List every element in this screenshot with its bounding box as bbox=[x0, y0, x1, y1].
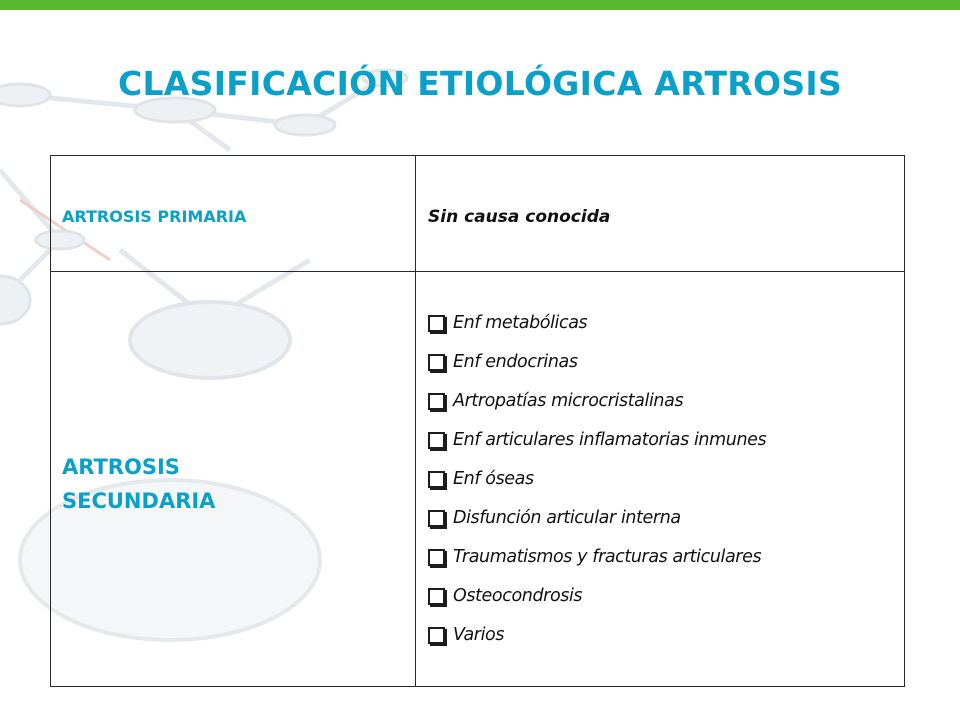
cell-secondary-causes bbox=[416, 272, 905, 687]
list-item bbox=[428, 577, 904, 616]
checkbox-icon bbox=[428, 588, 445, 605]
cause-text: Enf metabólicas bbox=[453, 313, 588, 333]
list-item bbox=[428, 616, 904, 655]
primary-description: Sin causa conocida bbox=[428, 206, 611, 227]
secondary-label bbox=[51, 440, 415, 518]
checkbox-icon bbox=[428, 471, 445, 488]
cause-text: Osteocondrosis bbox=[453, 586, 583, 606]
checkbox-icon bbox=[428, 549, 445, 566]
causes-list bbox=[416, 304, 904, 655]
table-row-primary bbox=[51, 156, 905, 272]
table-row-secondary bbox=[51, 272, 905, 687]
cell-secondary-label bbox=[51, 272, 416, 687]
primary-label: ARTROSIS PRIMARIA bbox=[62, 207, 247, 226]
list-item bbox=[428, 382, 904, 421]
classification-table bbox=[50, 155, 905, 687]
list-item bbox=[428, 538, 904, 577]
checkbox-icon bbox=[428, 315, 445, 332]
secondary-label-line1: ARTROSIS bbox=[62, 455, 180, 479]
slide-title: CLASIFICACIÓN ETIOLÓGICA ARTROSIS bbox=[117, 64, 843, 103]
checkbox-icon bbox=[428, 393, 445, 410]
cause-text: Enf óseas bbox=[453, 469, 534, 489]
checkbox-icon bbox=[428, 510, 445, 527]
checkbox-icon bbox=[428, 354, 445, 371]
list-item bbox=[428, 304, 904, 343]
cause-text: Varios bbox=[453, 625, 505, 645]
cause-text: Traumatismos y fracturas articulares bbox=[453, 547, 762, 567]
cause-text: Artropatías microcristalinas bbox=[453, 391, 684, 411]
cause-text: Enf endocrinas bbox=[453, 352, 578, 372]
cause-text: Enf articulares inflamatorias inmunes bbox=[453, 430, 767, 450]
checkbox-icon bbox=[428, 627, 445, 644]
list-item bbox=[428, 460, 904, 499]
list-item bbox=[428, 499, 904, 538]
checkbox-icon bbox=[428, 432, 445, 449]
cell-primary-label bbox=[51, 156, 416, 272]
list-item bbox=[428, 343, 904, 382]
list-item bbox=[428, 421, 904, 460]
secondary-label-line2: SECUNDARIA bbox=[62, 489, 216, 513]
cause-text: Disfunción articular interna bbox=[453, 508, 681, 528]
cell-primary-description bbox=[416, 156, 905, 272]
